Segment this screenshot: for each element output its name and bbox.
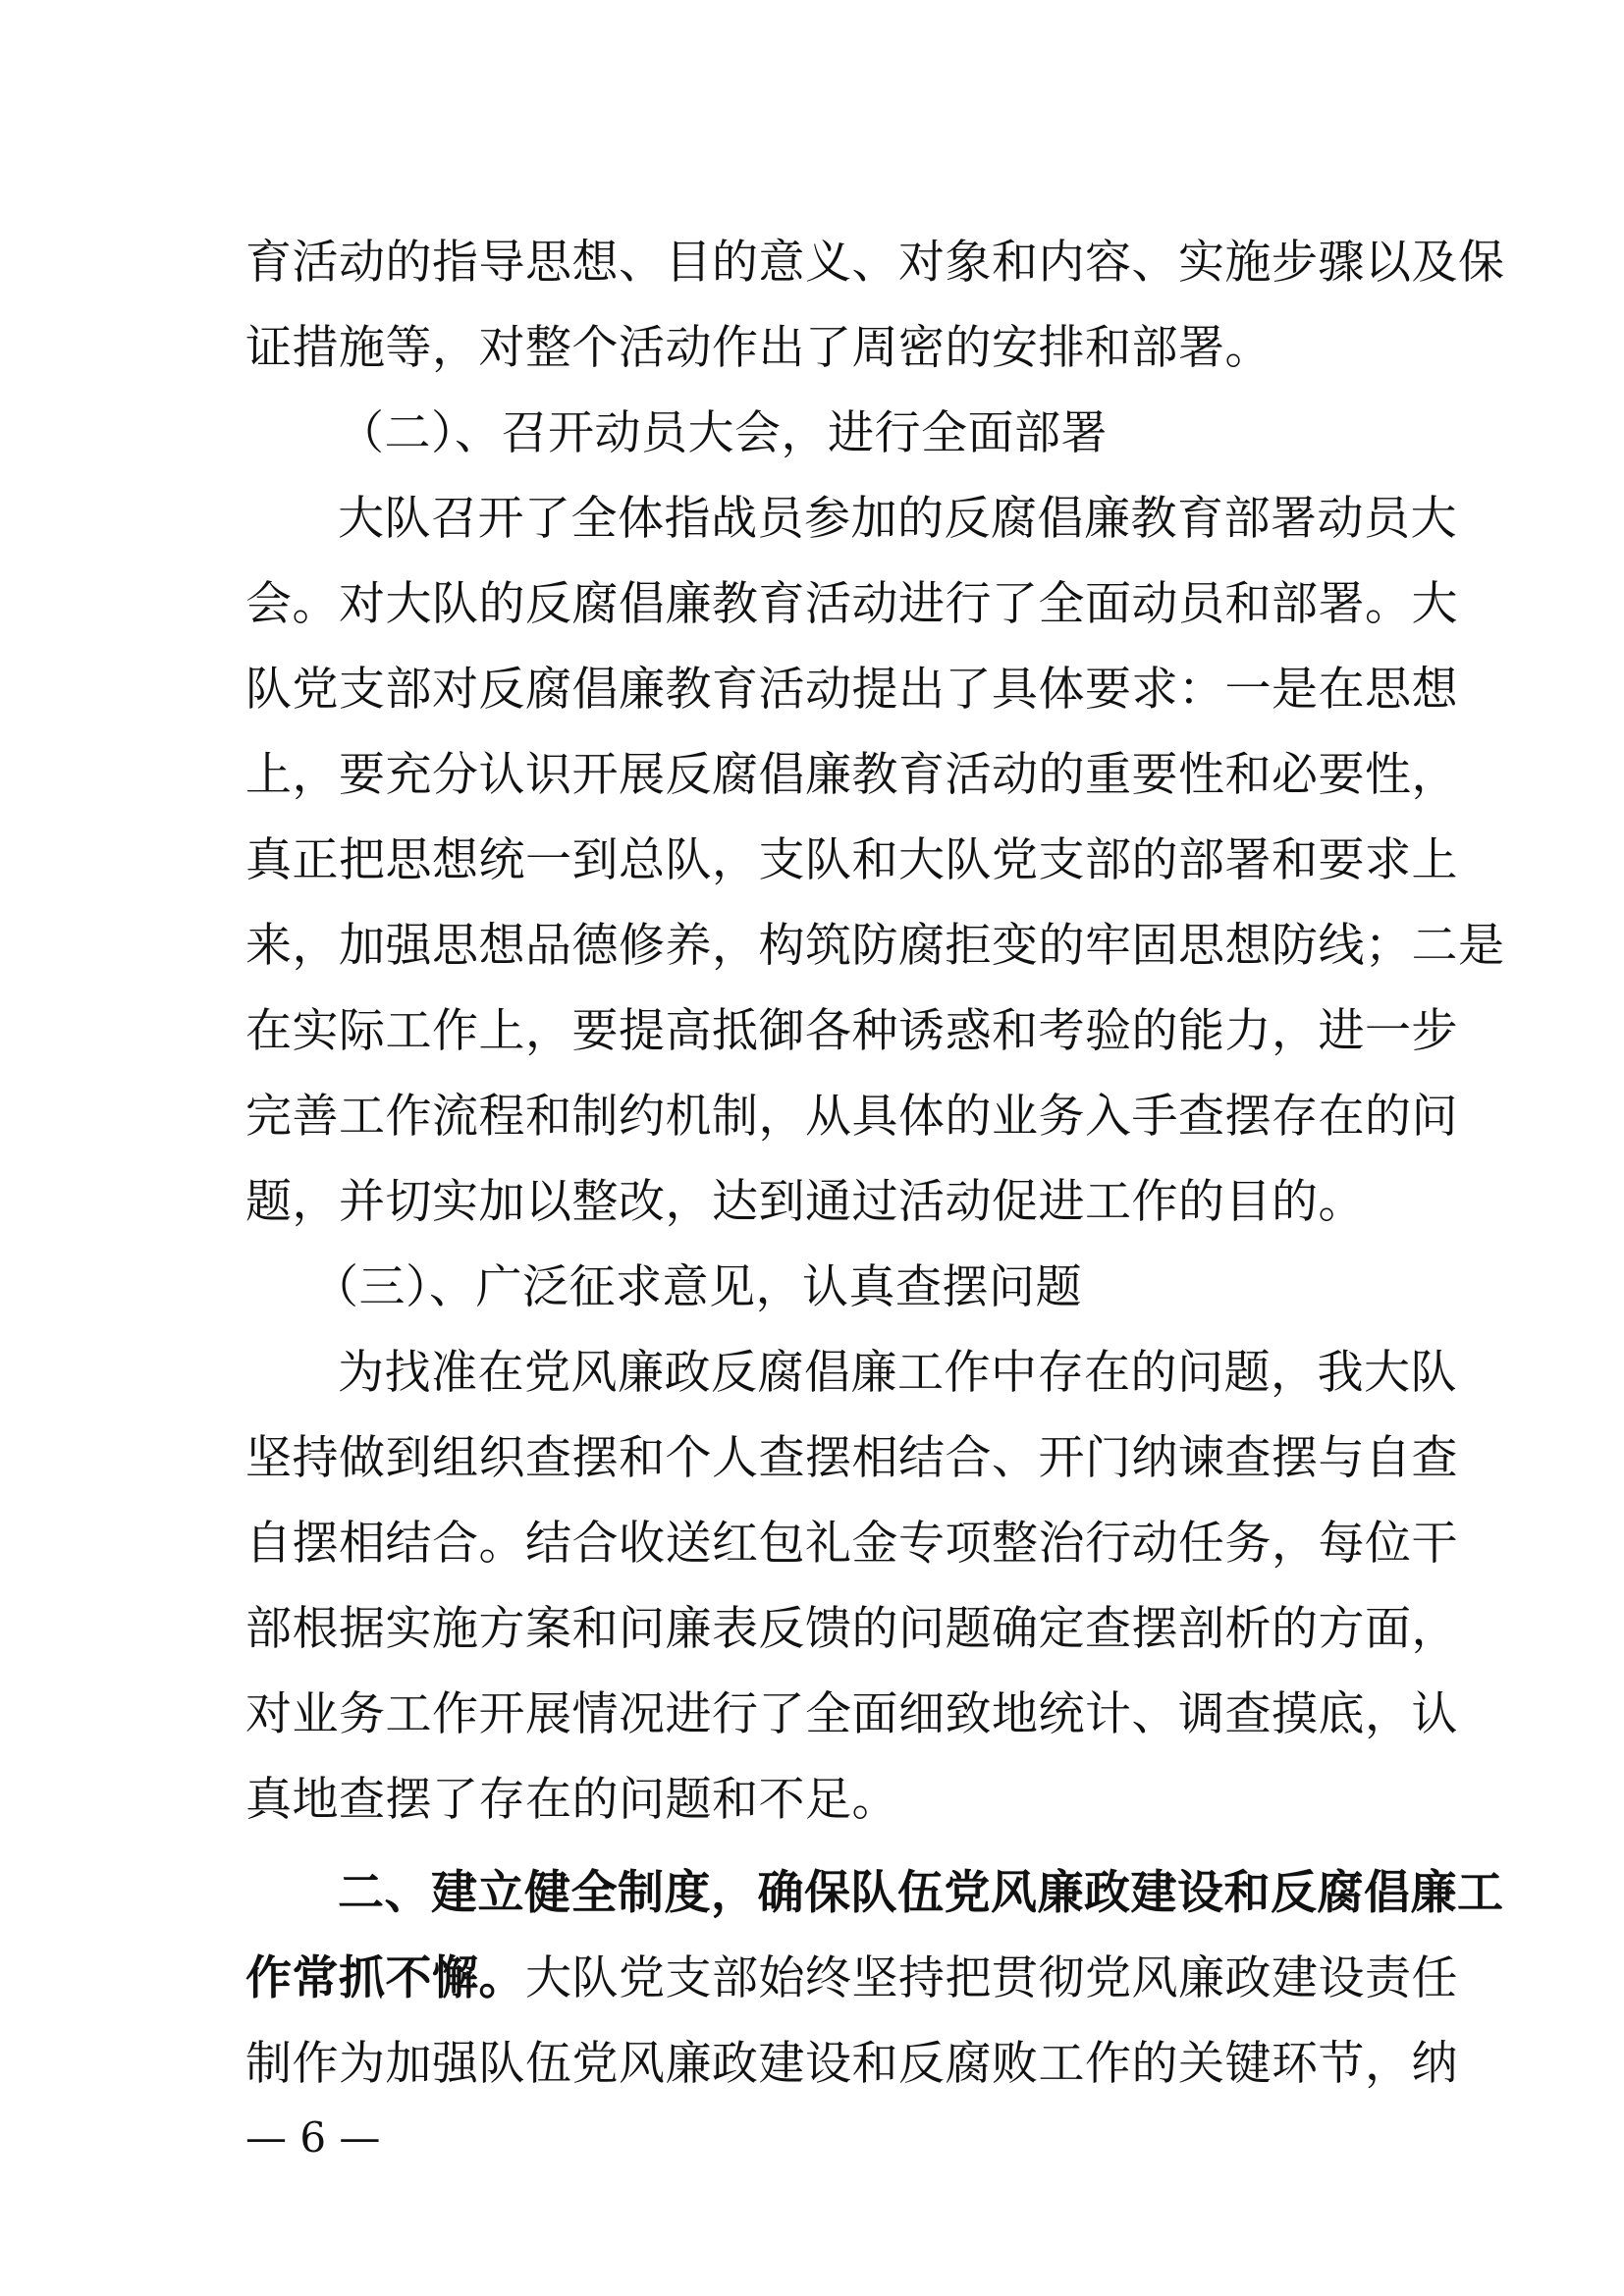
paragraph-text: 大队党支部始终坚持把贯彻党风廉政建设责任 (525, 1951, 1458, 2005)
paragraph-line: 坚持做到组织查摆和个人查摆相结合、开门纳谏查摆与自查 (245, 1431, 1458, 1485)
paragraph-line: 真正把思想统一到总队，支队和大队党支部的部署和要求上 (245, 833, 1458, 887)
section-heading-continuation: 作常抓不懈。 (245, 1951, 525, 2005)
paragraph-line: 自摆相结合。结合收送红包礼金专项整治行动任务，每位干 (245, 1517, 1458, 1571)
document-body (245, 220, 1505, 2107)
paragraph-line: 真地查摆了存在的问题和不足。 (245, 1773, 898, 1827)
paragraph-line: 证措施等，对整个活动作出了周密的安排和部署。 (245, 321, 1272, 375)
paragraph-line: 上，要充分认识开展反腐倡廉教育活动的重要性和必要性， (245, 748, 1458, 802)
paragraph-line: 队党支部对反腐倡廉教育活动提出了具体要求：一是在思想 (245, 663, 1458, 717)
paragraph-line (245, 1936, 1458, 2021)
section-subheading: （三）、广泛征求意见，认真查摆问题 (312, 1260, 1082, 1314)
section-heading: 二、建立健全制度，确保队伍党风廉政建设和反腐倡廉工 (338, 1866, 1504, 1920)
paragraph-line: 大队召开了全体指战员参加的反腐倡廉教育部署动员大 (338, 492, 1457, 546)
paragraph-line: 题，并切实加以整改，达到通过活动促进工作的目的。 (245, 1175, 1365, 1229)
paragraph-line: 会。对大队的反腐倡廉教育活动进行了全面动员和部署。大 (245, 577, 1458, 631)
paragraph-line: 为找准在党风廉政反腐倡廉工作中存在的问题，我大队 (338, 1346, 1457, 1400)
page-number: — 6 — (245, 2113, 381, 2162)
paragraph-line: 部根据实施方案和问廉表反馈的问题确定查摆剖析的方面， (245, 1602, 1458, 1656)
paragraph-line: 在实际工作上，要提高抵御各种诱惑和考验的能力，进一步 (245, 1004, 1458, 1058)
paragraph-line: 对业务工作开展情况进行了全面细致地统计、调查摸底，认 (245, 1687, 1458, 1741)
section-subheading: （二）、召开动员大会，进行全面部署 (338, 406, 1108, 460)
paragraph-line: 制作为加强队伍党风廉政建设和反腐败工作的关键环节，纳 (245, 2037, 1458, 2091)
paragraph-line: 育活动的指导思想、目的意义、对象和内容、实施步骤以及保 (245, 236, 1505, 290)
paragraph-line: 来，加强思想品德修养，构筑防腐拒变的牢固思想防线；二是 (245, 919, 1505, 973)
paragraph-line: 完善工作流程和制约机制，从具体的业务入手查摆存在的问 (245, 1090, 1458, 1144)
